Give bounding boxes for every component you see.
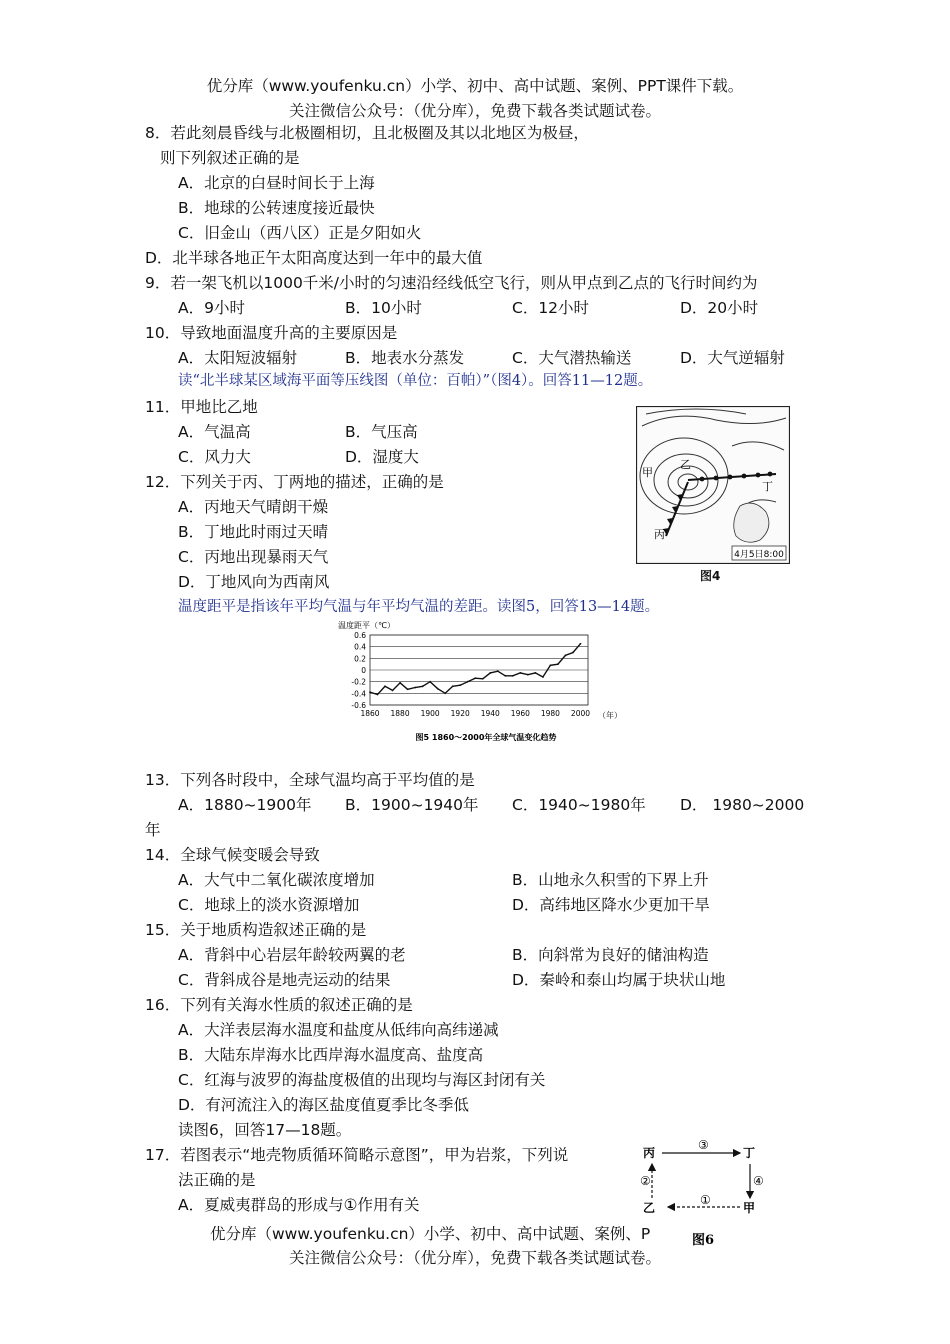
fig5-instruction: 温度距平是指该年平均气温与年平均气温的差距。读图5，回答13—14题。 <box>178 599 660 615</box>
fig6-instruction: 读图6，回答17—18题。 <box>178 1121 352 1139</box>
q10-option-d: D．大气逆辐射 <box>680 349 785 367</box>
q10-option-b: B．地表水分蒸发 <box>345 349 465 367</box>
q13-option-d: D． 1980~2000 <box>680 796 805 814</box>
coastline <box>734 503 769 542</box>
x-tick-label: 2000 <box>570 709 591 718</box>
data-point <box>527 674 529 676</box>
header-line-2: 关注微信公众号：（优分库），免费下载各类试题试卷。 <box>288 102 661 120</box>
x-tick-label: 1880 <box>390 709 410 718</box>
label-4: ④ <box>753 1174 764 1188</box>
header-line-1: 优分库（www.youfenku.cn）小学、初中、高中试题、案例、PPT课件下载。 <box>206 77 744 95</box>
temperature-anomaly-chart <box>336 618 636 746</box>
q14-option-d: D．高纬地区降水少更加干旱 <box>512 896 710 914</box>
data-point <box>565 655 567 657</box>
figure-4-caption: 图4 <box>700 569 721 583</box>
label-ding: 丁 <box>762 480 773 493</box>
footer-line-2: 关注微信公众号：（优分库），免费下载各类试题试卷。 <box>288 1249 661 1267</box>
series-line <box>370 644 581 695</box>
q8-stem-1: 8．若此刻晨昏线与北极圈相切，且北极圈及其以北地区为极昼， <box>145 124 589 142</box>
x-tick-label: 1940 <box>480 709 500 718</box>
data-point <box>512 675 514 677</box>
q15-option-c: C．背斜成谷是地壳运动的结果 <box>178 971 391 989</box>
q13-stem: 13．下列各时段中，全球气温均高于平均值的是 <box>145 771 475 789</box>
q13-option-b: B．1900~1940年 <box>345 796 479 814</box>
data-point <box>557 663 559 665</box>
q10-option-c: C．大气潜热输送 <box>512 349 632 367</box>
x-tick-label: 1860 <box>360 709 380 718</box>
y-tick-label: -0.2 <box>351 677 366 687</box>
data-point <box>519 672 521 674</box>
data-point <box>414 687 416 689</box>
y-tick-label: -0.4 <box>351 689 366 699</box>
figure-6-caption: 图6 <box>692 1233 715 1248</box>
q16-option-b: B．大陆东岸海水比西岸海水温度高、盐度高 <box>178 1046 484 1064</box>
footer-line-1: 优分库（www.youfenku.cn）小学、初中、高中试题、案例、P <box>210 1225 651 1243</box>
q14-option-a: A．大气中二氧化碳浓度增加 <box>178 871 375 889</box>
q13-option-c: C．1940~1980年 <box>512 796 646 814</box>
q10-stem: 10．导致地面温度升高的主要原因是 <box>145 324 398 342</box>
data-point <box>482 678 484 680</box>
q9-option-c: C．12小时 <box>512 299 590 317</box>
q11-option-a: A．气温高 <box>178 423 251 441</box>
q17-option-a: A．夏威夷群岛的形成与①作用有关 <box>178 1196 420 1214</box>
data-point <box>384 685 386 687</box>
q8-option-d: D．北半球各地正午太阳高度达到一年中的最大值 <box>145 249 483 267</box>
time-stamp: 4月5日8:00 <box>734 550 784 560</box>
data-point <box>572 652 574 654</box>
q17-stem-1: 17．若图表示“地壳物质循环简略示意图”，甲为岩浆，下列说 <box>145 1146 569 1164</box>
data-point <box>429 681 431 683</box>
q14-stem: 14．全球气候变暖会导致 <box>145 846 320 864</box>
data-point <box>369 691 371 693</box>
q13-wrap: 年 <box>145 821 161 839</box>
q9-option-d: D．20小时 <box>680 299 759 317</box>
q12-option-a: A．丙地天气晴朗干燥 <box>178 498 329 516</box>
q9-option-a: A．9小时 <box>178 299 245 317</box>
x-tick-label: 1960 <box>510 709 530 718</box>
q16-option-a: A．大洋表层海水温度和盐度从低纬向高纬递减 <box>178 1021 499 1039</box>
data-point <box>444 692 446 694</box>
data-point <box>474 677 476 679</box>
label-bing: 丙 <box>654 528 665 541</box>
q12-option-d: D．丁地风向为西南风 <box>178 573 330 591</box>
data-point <box>534 672 536 674</box>
x-tick-label: 1920 <box>450 709 470 718</box>
y-tick-label: 0.2 <box>354 654 366 664</box>
q16-stem: 16．下列有关海水性质的叙述正确的是 <box>145 996 413 1014</box>
q8-option-c: C．旧金山（西八区）正是夕阳如火 <box>178 224 422 242</box>
y-tick-label: -0.6 <box>351 701 366 710</box>
data-point <box>497 670 499 672</box>
y-tick-label: 0 <box>361 666 366 675</box>
q11-option-b: B．气压高 <box>345 423 418 441</box>
y-tick-label: 0.4 <box>354 642 366 652</box>
data-point <box>422 685 424 687</box>
q11-option-d: D．湿度大 <box>345 448 419 466</box>
chart-ylabel: 温度距平（℃） <box>338 621 395 630</box>
q8-stem-2: 则下列叙述正确的是 <box>160 149 300 167</box>
x-tick-label: 1980 <box>540 709 560 718</box>
q8-option-b: B．地球的公转速度接近最快 <box>178 199 375 217</box>
label-1: ① <box>700 1193 711 1207</box>
node-yi: 乙 <box>643 1201 656 1215</box>
q15-stem: 15．关于地质构造叙述正确的是 <box>145 921 367 939</box>
data-point <box>542 676 544 678</box>
q15-option-d: D．秦岭和泰山均属于块状山地 <box>512 971 726 989</box>
q14-option-c: C．地球上的淡水资源增加 <box>178 896 360 914</box>
q16-option-d: D．有河流注入的海区盐度值夏季比冬季低 <box>178 1096 469 1114</box>
q12-option-b: B．丁地此时雨过天晴 <box>178 523 329 541</box>
data-point <box>489 672 491 674</box>
figure-4-isobar-map <box>636 406 790 564</box>
label-jia: 甲 <box>642 466 653 479</box>
figure-5-chart <box>336 618 636 746</box>
q8-option-a: A．北京的白昼时间长于上海 <box>178 174 375 192</box>
q11-stem: 11．甲地比乙地 <box>145 398 258 416</box>
y-tick-label: 0.6 <box>354 631 366 640</box>
data-point <box>407 688 409 690</box>
data-point <box>550 664 552 666</box>
crust-cycle-diagram <box>640 1140 775 1250</box>
data-point <box>467 681 469 683</box>
data-point <box>377 694 379 696</box>
q15-option-a: A．背斜中心岩层年龄较两翼的老 <box>178 946 406 964</box>
q15-option-b: B．向斜常为良好的储油构造 <box>512 946 709 964</box>
figure-6-diagram <box>640 1140 775 1250</box>
q12-option-c: C．丙地出现暴雨天气 <box>178 548 329 566</box>
node-jia: 甲 <box>743 1201 756 1215</box>
data-point <box>459 684 461 686</box>
label-yi: 乙 <box>680 458 691 471</box>
data-point <box>504 675 506 677</box>
q9-option-b: B．10小时 <box>345 299 422 317</box>
node-ding: 丁 <box>743 1146 756 1160</box>
q11-option-c: C．风力大 <box>178 448 251 466</box>
q16-option-c: C．红海与波罗的海盐度极值的出现均与海区封闭有关 <box>178 1071 546 1089</box>
data-point <box>437 688 439 690</box>
q17-stem-2: 法正确的是 <box>178 1171 256 1189</box>
label-3: ③ <box>698 1140 709 1152</box>
chart-xlabel: （年） <box>598 711 622 720</box>
label-2: ② <box>640 1174 651 1188</box>
data-point <box>452 685 454 687</box>
data-point <box>580 643 582 645</box>
q12-stem: 12．下列关于丙、丁两地的描述，正确的是 <box>145 473 444 491</box>
chart-title: 图5 1860～2000年全球气温变化趋势 <box>415 733 557 742</box>
isobar-map-graphic <box>636 406 790 564</box>
data-point <box>392 690 394 692</box>
q9-stem: 9．若一架飞机以1000千米/小时的匀速沿经线低空飞行，则从甲点到乙点的飞行时间约为 <box>145 274 758 292</box>
q10-option-a: A．太阳短波辐射 <box>178 349 298 367</box>
q13-option-a: A．1880~1900年 <box>178 796 312 814</box>
node-bing: 丙 <box>643 1146 656 1160</box>
q14-option-b: B．山地永久积雪的下界上升 <box>512 871 709 889</box>
x-tick-label: 1900 <box>420 709 440 718</box>
fig4-instruction: 读“北半球某区域海平面等压线图（单位：百帕）”（图4）。回答11—12题。 <box>178 373 653 389</box>
data-point <box>399 682 401 684</box>
